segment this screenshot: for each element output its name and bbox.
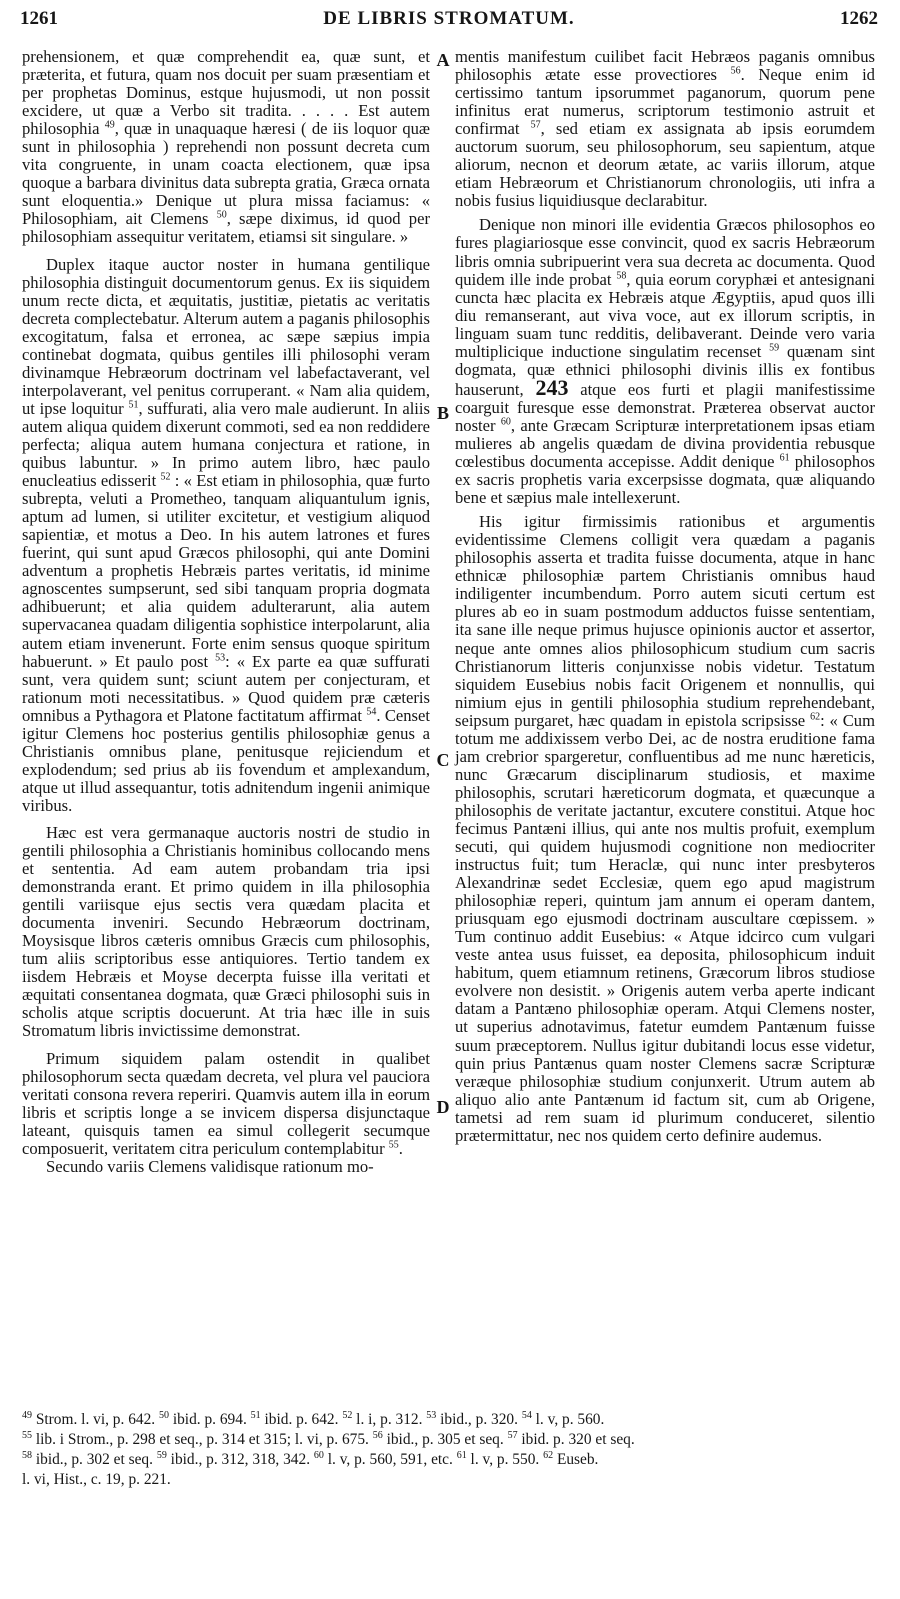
running-title: DE LIBRIS STROMATUM. xyxy=(323,8,575,29)
left-paragraph: Secundo variis Clemens validisque rationum mo- xyxy=(46,1156,374,1176)
margin-letter-c: C xyxy=(436,750,450,770)
right-paragraph: mentis manifestum cuilibet facit Hebræos paganis omnibus philosophis ætate esse provectiores $^{56}$. Neque enim id certissimo tantum ipsorummet paganorum, quorum pene infinitus erat numerus, scriptorum testimonio astruit et confirmat $^{57}$, sed etiam ex assignata ab ipsis eorumdem auctorum suorum, seu philosophorum, seu sapientum, atque aliorum, necnon et deorum ætate, ac variis illorum, atque etiam Hebræorum et Christianorum chronologiis, uti infra a nobis fusius liquidiusque declarabitur. xyxy=(455,47,875,211)
footnote-line: $^{58}$ ibid., p. 302 et seq. $^{59}$ ibid., p. 312, 318, 342. $^{60}$ l. v, p. 560, 591, etc. $^{61}$ l. v, p. 550. $^{62}$ Euseb. xyxy=(22,1449,599,1468)
page-number-left: 1261 xyxy=(20,8,58,29)
left-paragraph: Primum siquidem palam ostendit in qualibet philosophorum secta quædam decreta, vel plura vel pauciora veritati consona revera reperiri. Quamvis autem illa in eorum libris et scriptis longe a se invicem dispersa disjunctaque lateant, quisquis tamen ea simul collegerit secumque composuerit, veritatem citra periculum contemplabitur $^{55}$. xyxy=(22,1048,430,1158)
margin-letter-a: A xyxy=(436,50,450,70)
page-number-right: 1262 xyxy=(839,8,878,29)
right-column xyxy=(455,48,875,1145)
left-paragraph: Duplex itaque auctor noster in humana gentilique philosophia distinguit documentorum genus. Ex iis siquidem unum recte dicta, et æquitatis, justitiæ, pietatis ac veritatis decreta complectebatur. Alterum autem a paganis philosophis excogitatum, falsa et erronea, ac sæpe sæpius impia continebat dogmata, quibus gentiles illi philosophi veram divinamque Hebræorum doctrinam vel labefactaverant, vel interpolaverant, vel penitus corruperant. « Nam alia quidem, ut ipse loquitur $^{51}$, suffurati, alia vero male audierunt. In aliis autem aliqua quidem dixerunt commoti, sed ea non reddidere perfecta; aliqua autem humana conjectura et ratione, in quibus labuntur. » In primo autem libro, hæc paulo enucleatius edisserit $^{52}$ : « Est etiam in philosophia, quæ furto subrepta, veluti a Prometheo, tanquam aliquantulum ignis, aptum ad lumen, si utiliter excitetur, et vestigium aliquod sapientiæ, et motus a Deo. In his autem latrones et fures fuerint, qui sunt apud Græcos philosophi, qui ante Domini adventum a prophetis Hebræis partes veritatis, id minime agnoscentes sumpserunt, sed sibi tanquam propria dogmata adhibuerunt; et alia quidem adulterarunt, alia autem supervacanea quadam diligentia sophistice interpolarunt, alia autem etiam invenerunt. Forte enim sensus quoque spiritum habuerunt. » Et paulo post $^{53}$: « Ex parte ea quæ suffurati sunt, vera quidem sunt; sciunt autem per conjecturam, et rationum moti necessitatibus. » Quod quidem præ cæteris omnibus a Pythagora et Platone factitatum affirmat $^{54}$. Censet igitur Clemens hoc posterius gentilis philosophiæ genus a Christianis omnibus plane, penitusque rejiciendum et explodendum; sed prius ab iis fovendum et amplexandum, atque ut illud assequantur, totis adnitendum ingenii animique viribus. xyxy=(22,254,430,815)
right-paragraph: Denique non minori ille evidentia Græcos philosophos eo fures plagiariosque esse convincit, quod ex sacris Hebræorum libris omnia subripuerint vera sua decreta ac documenta. Quod quidem ille inde probat $^{58}$, quia eorum coryphæi et antesignani cuncta hæc placita ex Hebræis atque Ægyptiis, apud quos illi diu remanserant, aut viva voce, aut ex illorum scriptis, in linguam suam tunc redditis, delibaverant. Deinde vero varia multiplicique inductione singulatim recenset $^{59}$ quænam sint dogmata, quæ ethnici philosophi divinis illis ex fontibus hauserunt, 243 atque eos furti et plagii manifestissime coarguit furesque esse demonstrat. Præterea observat auctor noster $^{60}$, ante Græcam Scripturæ interpretationem ipsas etiam mulieres ab angelis quædam de divina providentia rebusque cœlestibus documenta accepisse. Addit denique $^{61}$ philosophos ex sacris prophetis varia excerpsisse dogmata, quæ aliquando bene et sæpius male intellexerunt. xyxy=(455,215,876,508)
page-header xyxy=(20,8,878,36)
inline-page-number: 243 xyxy=(535,374,569,400)
footnotes xyxy=(22,1410,882,1490)
margin-letter-d: D xyxy=(436,1097,450,1117)
right-paragraph: His igitur firmissimis rationibus et argumentis evidentissime Clemens colligit vera quædam a paganis philosophis asserta et tradita fuisse documenta, atque in hanc ethnicæ philosophiæ partem Christianis omnibus haud indiligenter incumbendum. Porro autem sicuti certum est plures ab eo in suam postmodum adductos fuisse sententiam, ita sane ille neque primus hujusce opinionis auctor et assertor, neque ante omnes alios philosophicum studium cum sacris Christianorum litteris conjunxisse nobis videtur. Testatum siquidem Eusebius nobis facit Origenem et nonnullis, qui nimium ejus in gentili philosophia studium reprehendebant, seipsum purgaret, hæc quadam in epistola scripsisse $^{62}$: « Cum totum me addixissem verbo Dei, ac de nostra eruditione fama jam crebrior spargeretur, confluentibus ad me nunc hæreticis, nunc Græcarum disciplinarum studiosis, et maxime philosophis, scrutari hæreticorum dogmata, et quæcunque a philosophis de veritate jactantur, excutere constitui. Atque hoc fecimus Pantæni illius, qui ante nos multis profuit, exemplum secuti, qui quidem hujusmodi cognitione non mediocriter instructus fuit; tum Heraclæ, qui nunc inter presbyteros Alexandrinæ sedet Ecclesiæ, quem ego apud magistrum philosophiæ reperi, quintum jam annum ei operam dantem, priusquam ego ejusmodi doctrinam auscultare cœpissem. » Tum continuo addit Eusebius: « Atque idcirco cum vulgari veste antea usus fuisset, ea deposita, philosophicum induit habitum, quem etiamnum retinens, Græcorum libros studiose evolvere non desistit. » Origenis autem verba aperte indicant datam a Pantæno philosophiæ operam. Atqui Clemens noster, ut superius adnotavimus, fatetur eumdem Pantænum fuisse suum præceptorem. Nullus igitur dubitandi locus esse videtur, quin prius Pantænus quam noster Clemens sacræ Scripturæ veræque philosophiæ studium conjunxerit. Utrum autem ab aliquo alio ante Pantænum id factum sit, cum ab Origene, tametsi ad rem suam id plurimum conduceret, silentio prætermittatur, nec nos quidem certo definire audemus. xyxy=(455,512,875,1145)
margin-letter-b: B xyxy=(436,403,449,423)
left-paragraph: Hæc est vera germanaque auctoris nostri de studio in gentili philosophia a Christianis hominibus collocando mens et sententia. Ad eam autem probandam tria ipsi demonstranda erant. Et primo quidem in illa philosophia gentili variisque ejus sectis vera quædam placita et documenta inveniri. Secundo Hebræorum doctrinam, Moysisque libros cæteris omnibus Græcis cum philosophis, tum aliis scriptoribus esse antiquiores. Tertio tandem ex iisdem Hebræis et Moyse decerpta fuisse illa veritati et æquitati consentanea dogmata, quæ Græci philosophi suis in scholis atque scriptis docuerunt. At tria hæc ille in suis Stromatum libris invictissime demonstrat. xyxy=(22,822,430,1041)
left-paragraph: prehensionem, et quæ comprehendit ea, quæ sunt, et præterita, et futura, quam nos docuit per suam præsentiam et per prophetas Dominus, estque hujusmodi, ut non possit excidere, ut quæ a Verbo sit tradita. . . . . Est autem philosophia $^{49}$, quæ in unaquaque hæresi ( de iis loquor quæ sunt in philosophia ) reprehendi non possunt decreta cum vita congruente, in unam coacta electionem, quæ ipsa quoque a barbara divinitus data subrepta gratia, Græca ornata sunt eloquentia.» Denique ut plura missa faciamus: « Philosophiam, ait Clemens $^{50}$, sæpe diximus, id quod per philosophiam assequitur veritatem, etiamsi sit singulare. » xyxy=(22,47,430,247)
footnote-line: l. vi, Hist., c. 19, p. 221. xyxy=(22,1471,171,1488)
footnote-line: $^{55}$ lib. i Strom., p. 298 et seq., p. 314 et 315; l. vi, p. 675. $^{56}$ ibid., p. 305 et seq. $^{57}$ ibid. p. 320 et seq. xyxy=(22,1429,635,1448)
left-column xyxy=(22,48,430,1176)
footnote-line: $^{49}$ Strom. l. vi, p. 642. $^{50}$ ibid. p. 694. $^{51}$ ibid. p. 642. $^{52}$ l. i, p. 312. $^{53}$ ibid., p. 320. $^{54}$ l. v, p. 560. xyxy=(22,1409,605,1428)
